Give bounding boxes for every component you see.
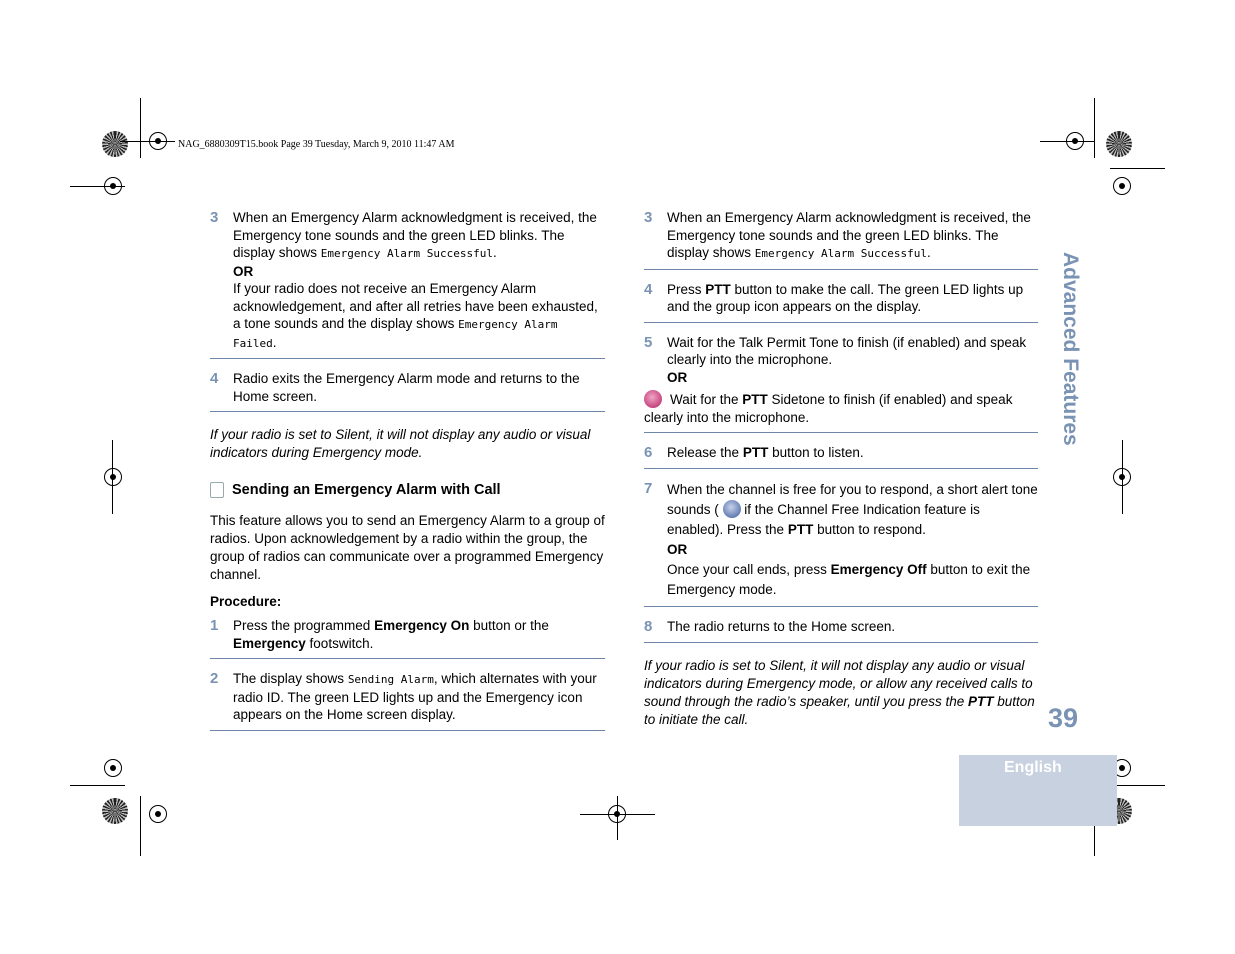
step-text-part: if the Channel Free Indication feature is enabled). Press the: [667, 502, 980, 537]
section-heading-text: Sending an Emergency Alarm with Call: [232, 482, 501, 498]
punctuation: .: [926, 245, 931, 260]
note-text-part: button to initiate the call.: [644, 694, 1035, 727]
step-text-part: The display shows: [233, 671, 348, 686]
step-text: [667, 480, 1038, 600]
step-3: [210, 205, 605, 359]
button-name: PTT: [967, 694, 994, 709]
step-text-part: If your radio does not receive an Emergency Alarm acknowledgement, and after all retries have been exhausted, a tone sounds and the display shows: [233, 281, 598, 331]
registration-mark: [608, 805, 626, 823]
punctuation: .: [492, 245, 497, 260]
crop-line: [1110, 785, 1165, 786]
registration-mark: [104, 759, 122, 777]
crop-line: [140, 796, 141, 856]
button-name: Emergency On: [374, 618, 470, 633]
step-7: [644, 476, 1038, 607]
silent-note: [644, 657, 1038, 729]
step-4: [644, 277, 1038, 323]
print-header: NAG_6880309T15.book Page 39 Tuesday, March 9, 2010 11:47 AM: [178, 139, 455, 150]
crop-line: [70, 785, 125, 786]
step-number: 5: [644, 333, 653, 351]
step-text-part: Once your call ends, press: [667, 562, 831, 577]
step-number: 3: [644, 209, 653, 226]
step-text: [667, 444, 1038, 462]
procedure-step-1: [210, 613, 605, 659]
language-tab-label: English: [1004, 759, 1062, 776]
channel-free-tone-icon: [723, 500, 741, 518]
step-number: 3: [210, 209, 219, 226]
step-text-part: button to exit the Emergency mode.: [667, 562, 1031, 597]
step-text: [644, 334, 1038, 427]
step-text-part: When an Emergency Alarm acknowledgment is received, the Emergency tone sounds and the green LED blinks. The display shows: [233, 210, 597, 260]
step-text-part: , which alternates with your radio ID. The green LED lights up and the Emergency icon appears on the Home screen display.: [233, 671, 597, 722]
step-8: [644, 614, 1038, 643]
procedure-label: Procedure:: [210, 594, 282, 609]
step-text-part: footswitch.: [305, 635, 374, 651]
display-message: Emergency Alarm Successful: [320, 247, 493, 260]
crop-line: [1110, 168, 1165, 169]
step-number: 1: [210, 617, 219, 634]
note-icon: [210, 482, 224, 498]
registration-mark: [1113, 468, 1131, 486]
button-name: PTT: [705, 281, 731, 297]
ptt-sidetone-icon: [644, 390, 662, 408]
registration-mark: [104, 177, 122, 195]
registration-mark: [1113, 177, 1131, 195]
step-number: 2: [210, 670, 219, 687]
step-text-part: Press the programmed: [233, 618, 375, 633]
registration-disc: [1106, 131, 1132, 157]
display-message: Emergency Alarm Failed: [233, 318, 558, 350]
button-name: PTT: [787, 522, 814, 537]
side-section-title-text: Advanced Features: [1059, 252, 1082, 446]
step-number: 6: [644, 444, 653, 461]
step-text-part: Press: [667, 281, 706, 297]
button-name: Emergency: [233, 635, 306, 651]
button-name: PTT: [742, 392, 768, 407]
side-section-title: [1052, 252, 1092, 452]
registration-disc: [102, 798, 128, 824]
left-column: [210, 205, 605, 738]
step-text-part: When the channel is free for you to respond, a short alert tone sounds (: [667, 482, 1038, 517]
registration-mark: [149, 805, 167, 823]
procedure-step-2: [210, 666, 605, 731]
button-name: Emergency Off: [830, 562, 927, 577]
step-text-part: Wait for the Talk Permit Tone to finish (if enabled) and speak clearly into the microphone.: [667, 334, 1027, 367]
step-text: [233, 209, 605, 352]
step-text-part: Wait for the: [670, 392, 743, 407]
step-text-part: When an Emergency Alarm acknowledgment is received, the Emergency tone sounds and the green LED blinks. The display shows: [667, 210, 1031, 260]
step-text: [667, 209, 1038, 263]
step-text-part: button to respond.: [813, 522, 926, 537]
step-5: [644, 330, 1038, 434]
step-text-part: button to listen.: [768, 445, 864, 460]
step-6: [644, 440, 1038, 469]
step-text: The radio returns to the Home screen.: [667, 619, 896, 634]
step-number: 8: [644, 618, 653, 635]
registration-mark: [149, 132, 167, 150]
registration-disc: [102, 131, 128, 157]
step-text: Radio exits the Emergency Alarm mode and returns to the Home screen.: [233, 371, 580, 404]
step-text: [667, 281, 1038, 316]
step-3: [644, 205, 1038, 270]
registration-mark: [104, 468, 122, 486]
step-text-part: Release the: [667, 445, 743, 460]
or-label: OR: [233, 263, 254, 279]
section-heading: [210, 482, 605, 498]
crop-line: [1094, 98, 1095, 158]
step-4: [210, 366, 605, 412]
registration-mark: [1066, 132, 1084, 150]
step-number: 7: [644, 480, 653, 497]
step-text-part: button or the: [469, 618, 549, 633]
silent-note: If your radio is set to Silent, it will not display any audio or visual indicators during Emergency mode.: [210, 427, 591, 460]
crop-line: [140, 98, 141, 158]
step-text-part: Sidetone to finish (if enabled) and speak clearly into the microphone.: [644, 392, 1013, 425]
note-text-part: If your radio is set to Silent, it will not display any audio or visual indicators during Emergency mode, or allow any received calls to sound through the radio’s speaker, until you press the: [644, 658, 1033, 709]
step-number: 4: [210, 370, 219, 387]
language-tab: [959, 755, 1117, 826]
button-name: PTT: [742, 445, 769, 460]
punctuation: .: [272, 334, 277, 350]
step-text-part: button to make the call. The green LED lights up and the group icon appears on the display.: [667, 281, 1024, 314]
page-number: 39: [1048, 703, 1079, 733]
or-label: OR: [667, 542, 688, 557]
or-label: OR: [667, 369, 688, 385]
step-number: 4: [644, 280, 653, 298]
step-text: [233, 617, 605, 652]
intro-paragraph: This feature allows you to send an Emergency Alarm to a group of radios. Upon acknowledgement by a radio within the group, the group of radios can communicate over a programmed Emergency channel.: [210, 513, 605, 582]
step-text: [233, 670, 605, 724]
display-message: Sending Alarm: [347, 673, 434, 686]
display-message: Emergency Alarm Successful: [754, 247, 927, 260]
right-column: [644, 205, 1038, 729]
